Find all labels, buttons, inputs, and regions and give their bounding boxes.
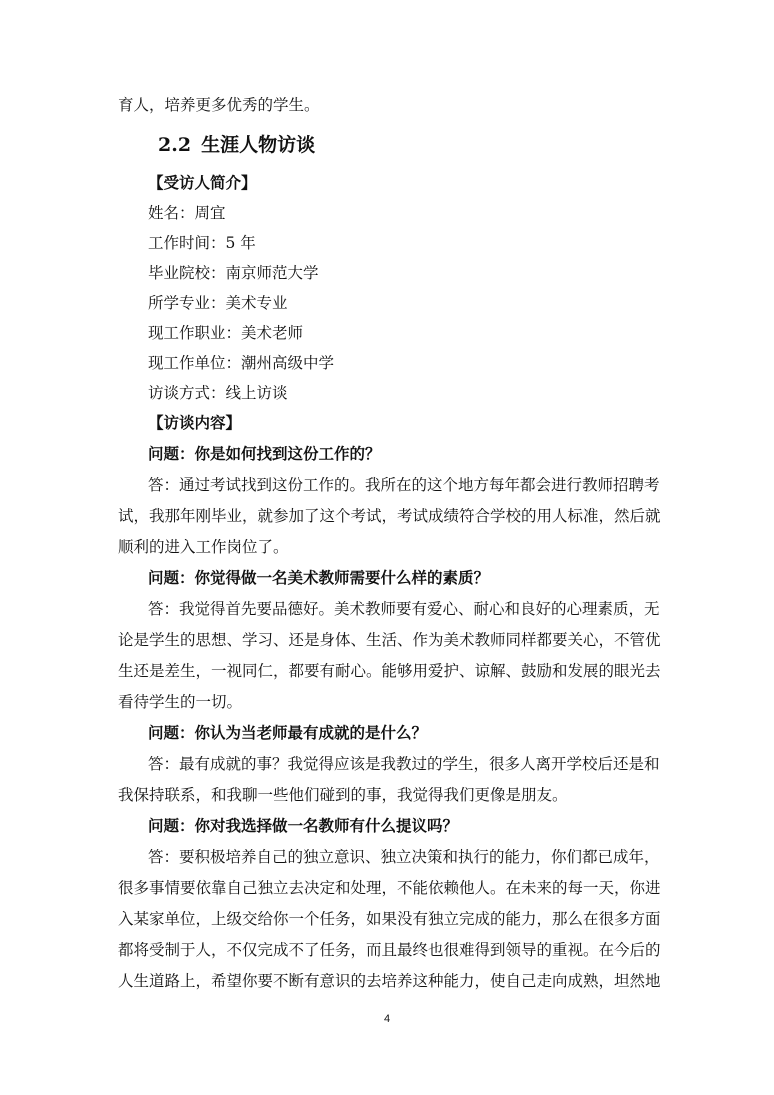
answer-1-line: 试，我那年刚毕业，就参加了这个考试，考试成绩符合学校的用人标准，然后就 (118, 507, 661, 525)
paragraph-line: 育人，培养更多优秀的学生。 (118, 96, 320, 114)
answer-4-line: 答：要积极培养自己的独立意识、独立决策和执行的能力，你们都已成年， (148, 848, 660, 866)
page-number: 4 (383, 1013, 391, 1025)
answer-4-line: 入某家单位，上级交给你一个任务，如果没有独立完成的能力，那么在很多方面 (118, 910, 661, 928)
answer-4-line: 很多事情要依靠自己独立去决定和处理，不能依赖他人。在未来的每一天，你进 (118, 879, 661, 897)
interview-heading: 【访谈内容】 (148, 413, 242, 432)
answer-4-line: 都将受制于人，不仅完成不了任务，而且最终也很难得到领导的重视。在今后的 (118, 941, 661, 959)
answer-2-line: 看待学生的一切。 (118, 693, 243, 711)
answer-3-line: 我保持联系，和我聊一些他们碰到的事，我觉得我们更像是朋友。 (118, 786, 568, 804)
answer-4-line: 人生道路上，希望你要不断有意识的去培养这种能力，使自己走向成熟，坦然地 (118, 972, 661, 990)
answer-1-line: 顺利的进入工作岗位了。 (118, 538, 289, 556)
profile-item-job: 现工作职业：美术老师 (148, 324, 304, 342)
section-title: 生涯人物访谈 (201, 134, 316, 156)
question-2: 问题：你觉得做一名美术教师需要什么样的素质？ (148, 568, 490, 587)
profile-item-major: 所学专业：美术专业 (148, 294, 288, 312)
answer-2-line: 生还是差生，一视同仁，都要有耐心。能够用爱护、谅解、鼓励和发展的眼光去 (118, 662, 661, 680)
section-heading (158, 133, 315, 157)
answer-3-line: 答：最有成就的事？我觉得应该是我教过的学生，很多人离开学校后还是和 (148, 755, 660, 773)
section-number: 2.2 (158, 134, 192, 156)
question-3: 问题：你认为当老师最有成就的是什么？ (148, 723, 428, 742)
profile-item-employer: 现工作单位：潮州高级中学 (148, 354, 335, 372)
profile-item-method: 访谈方式：线上访谈 (148, 384, 288, 402)
answer-2-line: 答：我觉得首先要品德好。美术教师要有爱心、耐心和良好的心理素质，无 (148, 600, 660, 618)
profile-item-work-time: 工作时间：5 年 (148, 234, 256, 252)
profile-heading: 【受访人简介】 (148, 173, 257, 192)
profile-item-name: 姓名：周宜 (148, 204, 226, 222)
question-1: 问题：你是如何找到这份工作的？ (148, 444, 381, 463)
question-4: 问题：你对我选择做一名教师有什么提议吗？ (148, 816, 459, 835)
profile-item-school: 毕业院校：南京师范大学 (148, 264, 319, 282)
answer-2-line: 论是学生的思想、学习、还是身体、生活、作为美术教师同样都要关心，不管优 (118, 631, 661, 649)
answer-1-line: 答：通过考试找到这份工作的。我所在的这个地方每年都会进行教师招聘考 (148, 476, 660, 494)
